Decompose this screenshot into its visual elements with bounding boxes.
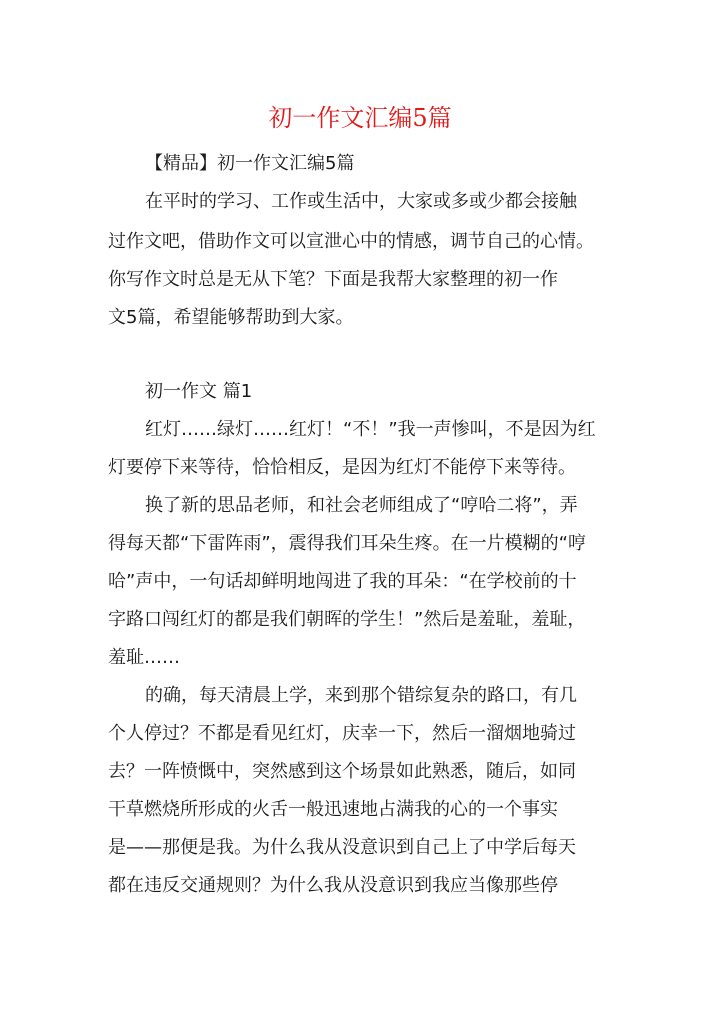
document-title: 初一作文汇编5篇 (268, 104, 452, 132)
intro-line: 过作文吧，借助作文可以宣泄心中的情感，调节自己的心情。 (108, 231, 594, 252)
paragraph-line: 字路口闯红灯的都是我们朝晖的学生！”然后是羞耻，羞耻， (108, 609, 586, 630)
intro-line: 你写作文时总是无从下笔？下面是我帮大家整理的初一作 (108, 269, 558, 290)
paragraph-line: 都在违反交通规则？为什么我从没意识到我应当像那些停 (108, 875, 558, 896)
paragraph-line: 的确，每天清晨上学，来到那个错综复杂的路口，有几 (145, 685, 577, 706)
paragraph-line: 红灯……绿灯……红灯！“不！”我一声惨叫，不是因为红 (145, 419, 596, 440)
paragraph-line: 得每天都“下雷阵雨”，震得我们耳朵生疼。在一片模糊的“哼 (108, 533, 586, 554)
document-subtitle: 【精品】初一作文汇编5篇 (145, 153, 355, 174)
paragraph-line: 换了新的思品老师，和社会老师组成了“哼哈二将”，弄 (145, 495, 578, 516)
paragraph-line: 哈”声中，一句话却鲜明地闯进了我的耳朵：“在学校前的十 (108, 571, 577, 592)
paragraph-line: 去？一阵愤慨中，突然感到这个场景如此熟悉，随后，如同 (108, 761, 576, 782)
paragraph-line: 灯要停下来等待，恰恰相反，是因为红灯不能停下来等待。 (108, 457, 576, 478)
paragraph-line: 干草燃烧所形成的火舌一般迅速地占满我的心的一个事实 (108, 799, 558, 820)
intro-line: 在平时的学习、工作或生活中，大家或多或少都会接触 (145, 191, 577, 212)
section-heading: 初一作文 篇1 (145, 381, 253, 402)
paragraph-line: 个人停过？不都是看见红灯，庆幸一下，然后一溜烟地骑过 (108, 723, 576, 744)
paragraph-line: 是——那便是我。为什么我从没意识到自己上了中学后每天 (108, 837, 576, 858)
paragraph-line: 羞耻…… (108, 647, 180, 668)
intro-line: 文5篇，希望能够帮助到大家。 (108, 307, 354, 328)
